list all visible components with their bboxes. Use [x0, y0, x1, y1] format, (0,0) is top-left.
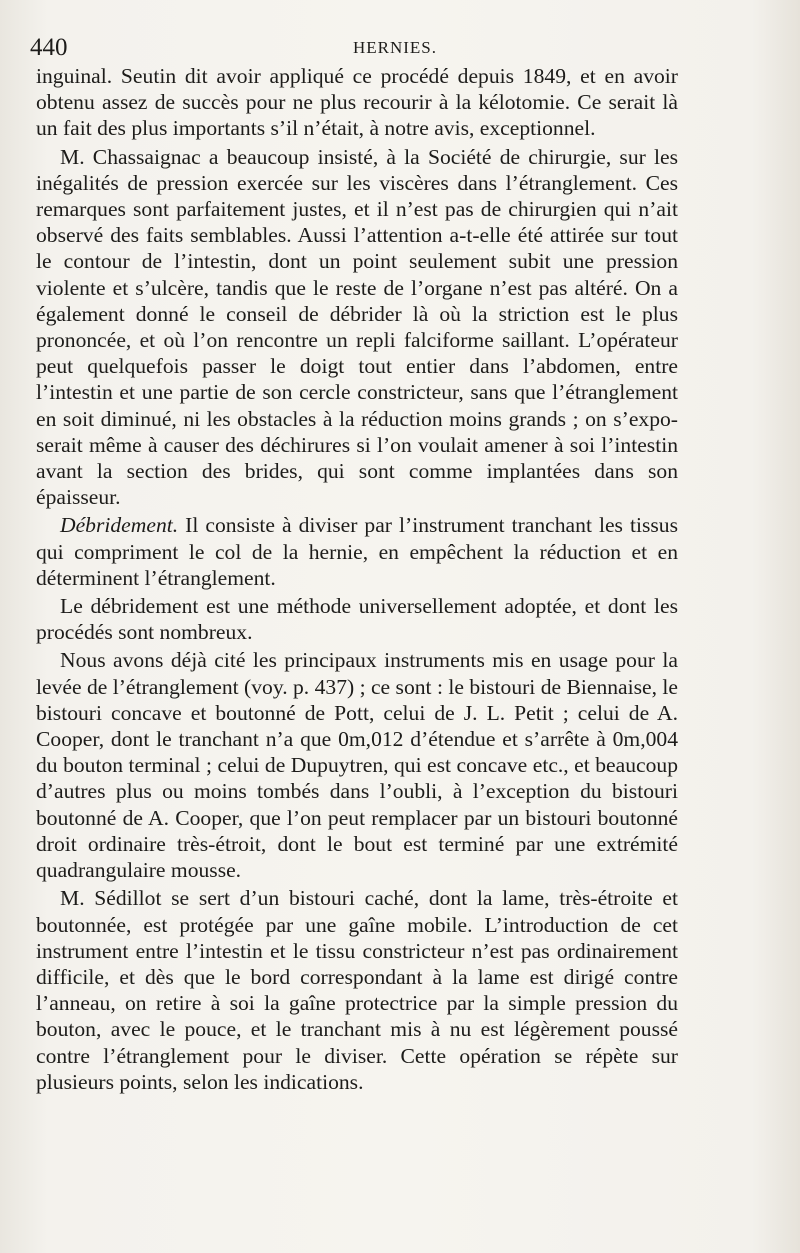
paragraph-3 [36, 512, 678, 591]
paragraph-1 [36, 63, 678, 142]
paragraph-text: Le débridement est une méthode universellement adoptée, et dont les procédés sont nombreux. [36, 594, 678, 645]
paragraph-text: Il consiste à diviser par l’instrument tranchant les tissus qui compriment le col de la hernie, en empêchent la réduction et en déterminent l’étranglement. [36, 513, 678, 590]
paragraph-2 [36, 144, 678, 511]
paragraph-text: M. Sédillot se sert d’un bistouri caché, dont la lame, très-étroite et boutonnée, est protégée par une gaîne mobile. L’introduction de cet instrument entre l’intestin et le tissu constricteur n’est pas ordinairement difficile, et dès que le bord correspondant à la lame est dirigé contre l’anneau, on retire à soi la gaîne protectrice par la simple pression du bouton, avec le pouce, et le tranchant mis à nu est légèrement poussé contre l’étranglement pour le diviser. Cette opération se répète sur plusieurs points, selon les indications. [36, 886, 678, 1094]
paragraph-6 [36, 885, 678, 1095]
page-number: 440 [30, 34, 68, 61]
paragraph-text: M. Chassaignac a beaucoup insisté, à la Société de chirurgie, sur les inégalités de pression exercée sur les viscères dans l’étranglement. Ces remarques sont parfaitement justes, et il n’est pas de chirurgien qui n’ait observé des faits semblables. Aussi l’attention a-t-elle été attirée sur tout le contour de l’intestin, dont un point seulement subit une pression violente et s’ulcère, tandis que le reste de l’organe n’est pas altéré. On a également donné le conseil de débrider là où la striction est le plus prononcée, et où l’on rencontre un repli falciforme saillant. L’opérateur peut quelquefois passer le doigt tout entier dans l’abdomen, entre l’intestin et une partie de son cercle constricteur, sans que l’étranglement en soit diminué, ni les obstacles à la réduction moins grands ; on s’exposerait même à causer des déchirures si l’on voulait amener à soi l’intestin avant la section des brides, qui sont comme implantées dans son épaisseur. [36, 144, 678, 510]
body-text [36, 63, 678, 1095]
section-heading: Débridement. [60, 513, 179, 538]
paragraph-5 [36, 647, 678, 883]
paragraph-text: inguinal. Seutin dit avoir appliqué ce procédé depuis 1849, et en avoir obtenu assez de succès pour ne plus recourir à la kélotomie. Ce serait là un fait des plus importants s’il n’était, à notre avis, exceptionnel. [36, 64, 678, 141]
paragraph-4 [36, 593, 678, 645]
running-title: HERNIES. [352, 38, 438, 57]
paragraph-text: Nous avons déjà cité les principaux instruments mis en usage pour la levée de l’étranglement (voy. p. 437) ; ce sont : le bistouri de Biennaise, le bistouri concave et boutonné de Pott, celui de J. L. Petit ; celui de A. Cooper, dont le tranchant n’a que 0m,012 d’étendue et s’arrête à 0m,004 du bouton terminal ; celui de Dupuytren, qui est concave etc., et beaucoup d’autres plus ou moins tombés dans l’oubli, à l’exception du bistouri boutonné de A. Cooper, que l’on peut remplacer par un bistouri boutonné droit ordinaire très-étroit, dont le bout est terminé par une extrémité quadrangulaire mousse. [36, 648, 679, 883]
